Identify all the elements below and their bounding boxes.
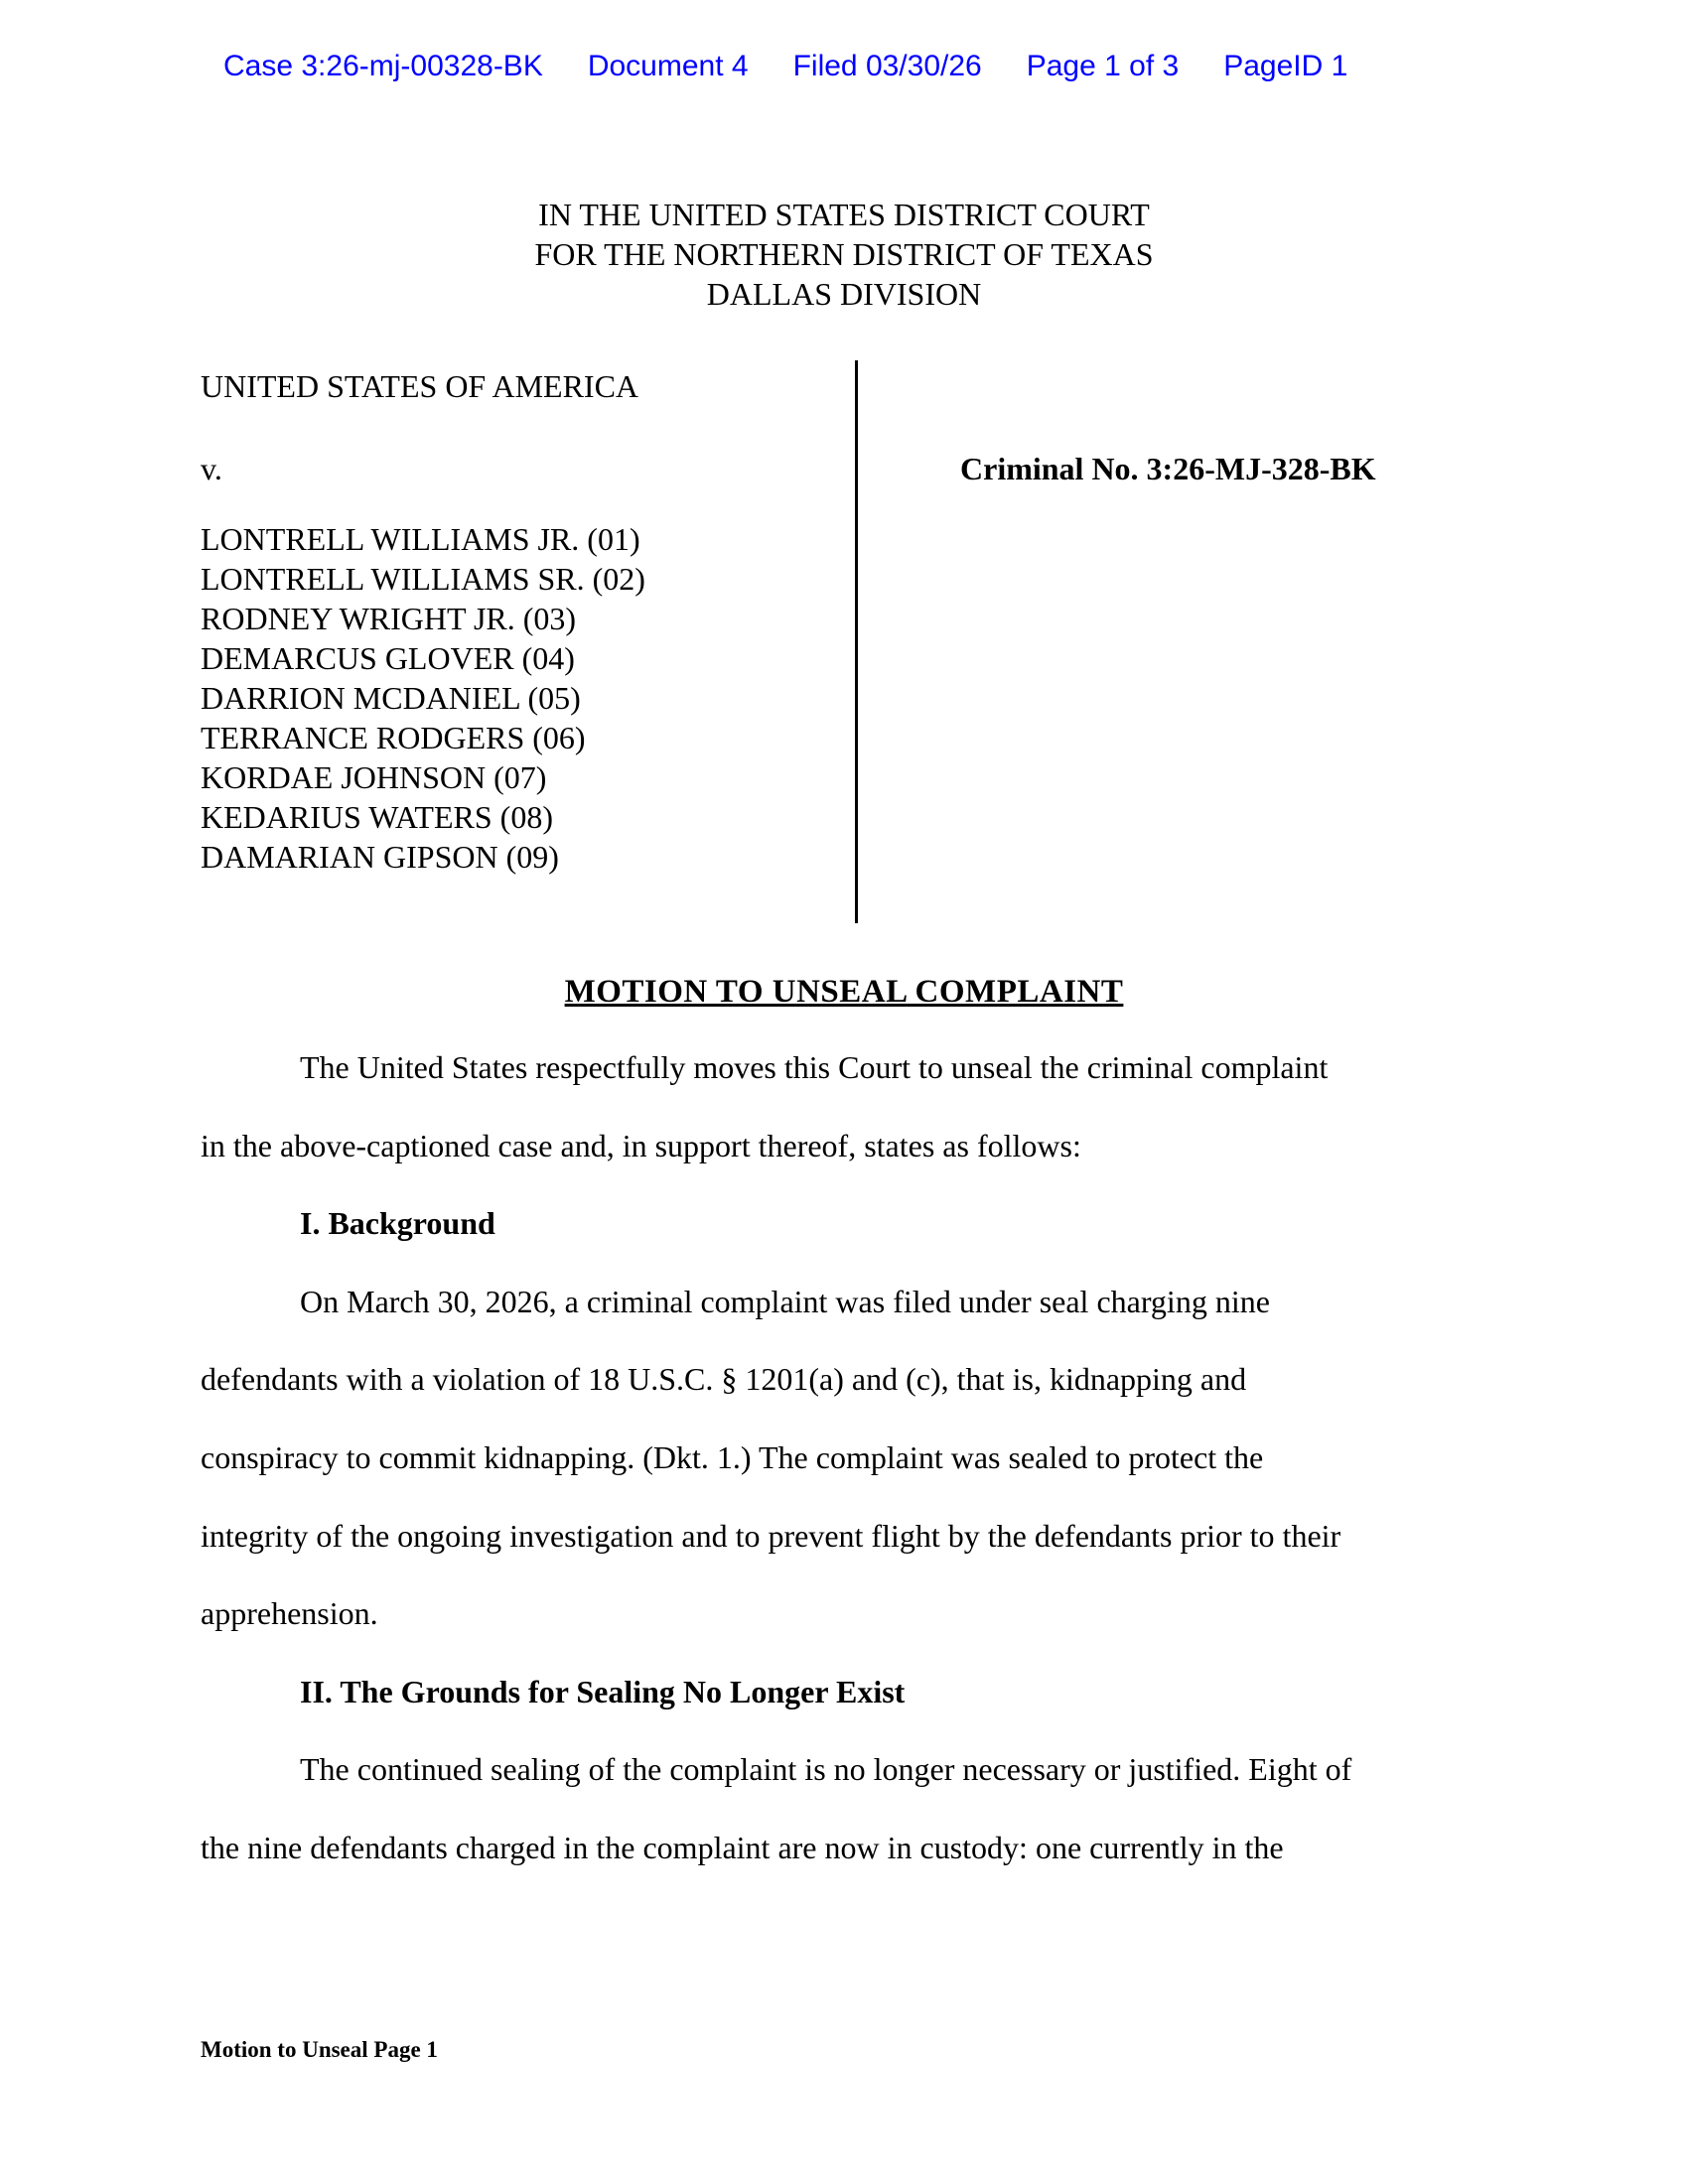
body-line: On March 30, 2026, a criminal complaint was filed under seal charging nine [300,1284,1270,1319]
defendant-name: DARRION MCDANIEL (05) [201,680,581,716]
caption-divider-line [855,360,858,923]
defendant-name: RODNEY WRIGHT JR. (03) [201,601,577,636]
court-heading [199,195,1489,314]
body-line: The continued sealing of the complaint is no longer necessary or justified. Eight of [300,1751,1352,1787]
motion-title: MOTION TO UNSEAL COMPLAINT [564,974,1124,1010]
defendant-name: LONTRELL WILLIAMS JR. (01) [201,521,640,557]
body-line: apprehension. [201,1595,378,1631]
caption-defendant-list [201,519,645,877]
section-heading-grounds: II. The Grounds for Sealing No Longer Exist [300,1674,906,1709]
body-line: in the above-captioned case and, in support thereof, states as follows: [201,1128,1081,1163]
stamp-page-id: PageID 1 [1223,50,1348,82]
defendant-name: KORDAE JOHNSON (07) [201,759,547,795]
court-name: IN THE UNITED STATES DISTRICT COURT [538,197,1150,232]
body-line: integrity of the ongoing investigation and to prevent flight by the defendants prior to their [201,1518,1341,1554]
stamp-document-number: Document 4 [587,50,749,82]
stamp-filed-date: Filed 03/30/26 [792,50,982,82]
court-division: DALLAS DIVISION [706,276,982,312]
defendant-name: TERRANCE RODGERS (06) [201,720,586,755]
stamp-case-number: Case 3:26-mj-00328-BK [223,50,543,82]
page-footer: Motion to Unseal Page 1 [201,2037,438,2062]
stamp-page-count: Page 1 of 3 [1026,50,1180,82]
body-line: The United States respectfully moves this Court to unseal the criminal complaint [300,1049,1329,1085]
body-line: conspiracy to commit kidnapping. (Dkt. 1.) The complaint was sealed to protect the [201,1439,1264,1475]
ecf-stamp-header [223,50,1347,83]
defendant-name: DEMARCUS GLOVER (04) [201,640,575,676]
court-district: FOR THE NORTHERN DISTRICT OF TEXAS [534,236,1154,272]
defendant-name: LONTRELL WILLIAMS SR. (02) [201,561,645,597]
defendant-name: DAMARIAN GIPSON (09) [201,839,559,875]
defendant-name: KEDARIUS WATERS (08) [201,799,553,835]
body-line: the nine defendants charged in the complaint are now in custody: one currently in the [201,1830,1284,1865]
body-line: defendants with a violation of 18 U.S.C. § 1201(a) and (c), that is, kidnapping and [201,1361,1247,1397]
criminal-case-number: Criminal No. 3:26-MJ-328-BK [960,451,1376,486]
section-heading-background: I. Background [300,1205,495,1241]
caption-versus: v. [201,451,222,486]
caption-plaintiff: UNITED STATES OF AMERICA [201,368,639,404]
